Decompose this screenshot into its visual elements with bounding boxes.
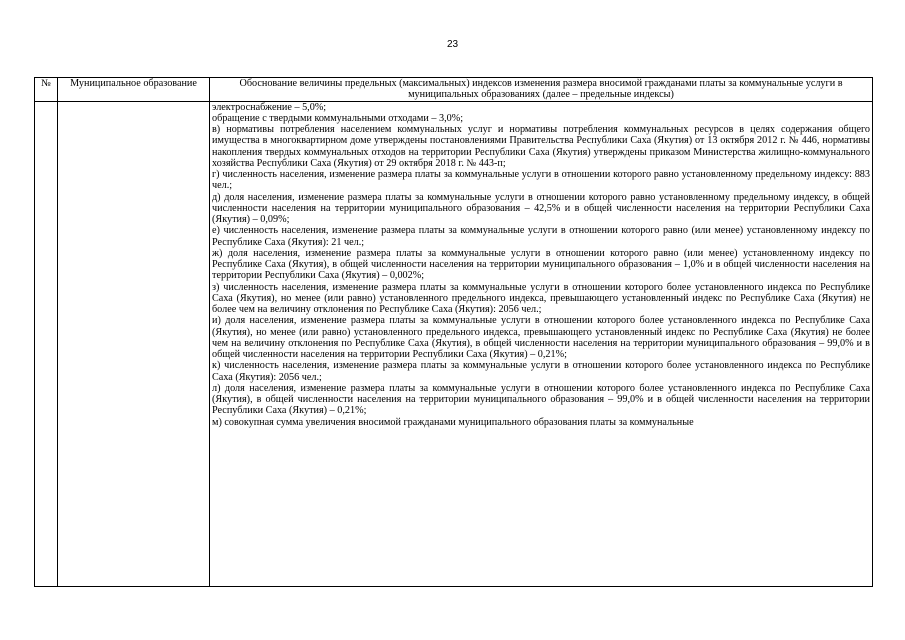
page-number: 23 bbox=[446, 39, 459, 50]
header-municipality: Муниципальное образование bbox=[58, 78, 210, 102]
justification-table bbox=[34, 77, 873, 587]
paragraph: к) численность населения, изменение размера платы за коммунальные услуги в отношении которого более установленного индекса по Республике Саха (Якутия): 2056 чел.; bbox=[212, 360, 870, 383]
row-justification-cell bbox=[210, 101, 873, 586]
header-number: № bbox=[35, 78, 58, 102]
paragraph: обращение с твердыми коммунальными отходами – 3,0%; bbox=[212, 112, 464, 124]
paragraph: в) нормативы потребления населением коммунальных услуг и нормативы потребления коммунальных ресурсов в целях содержания общего имущества в многоквартирном доме утверждены постановлениями Правительства Республики Саха (Якутия) от 13 октября 2012 г. № 446, нормативы накопления твердых коммунальных отходов на территории Республики Саха (Якутия) утверждены приказом Министерства жилищно-коммунального хозяйства Республики Саха (Якутия) от 29 октября 2018 г. № 443-п; bbox=[212, 124, 870, 169]
paragraph: л) доля населения, изменение размера платы за коммунальные услуги в отношении которого более установленного индекса по Республике Саха (Якутия), в общей численности населения на территории муниципального образования – 99,0% и в общей численности населения на территории Республики Саха (Якутия) – 0,21%; bbox=[212, 382, 870, 417]
paragraph: е) численность населения, изменение размера платы за коммунальные услуги в отношении которого равно (или менее) установленному индексу по Республике Саха (Якутия): 21 чел.; bbox=[212, 225, 870, 248]
paragraph: г) численность населения, изменение размера платы за коммунальные услуги в отношении которого равно установленному предельному индексу: 883 чел.; bbox=[212, 169, 870, 192]
row-municipality-cell bbox=[58, 101, 210, 586]
paragraph: з) численность населения, изменение размера платы за коммунальные услуги в отношении которого более установленного индекса по Республике Саха (Якутия), но менее (или равно) установленного предельного индекса, превышающего установленный индекс по Республике Саха (Якутия) не более чем на величину отклонения по Республике Саха (Якутия): 2056 чел.; bbox=[212, 281, 870, 315]
table-header-row bbox=[35, 78, 873, 102]
paragraph: ж) доля населения, изменение размера платы за коммунальные услуги в отношении которого равно (или менее) установленному индексу по Республике Саха (Якутия), в общей численности населения на территории муниципального образования – 1,0% и в общей численности населения на территории Республики Саха (Якутия) – 0,002%; bbox=[212, 247, 870, 282]
paragraph: и) доля населения, изменение размера платы за коммунальные услуги в отношении которого более установленного индекса по Республике Саха (Якутия), но менее (или равно) установленного предельного индекса, превышающего установленный индекс по Республике Саха (Якутия) не более чем на величину отклонения по Республике Саха (Якутия), в общей численности населения на территории муниципального образования – 99,0% и в общей численности населения на территории Республики Саха (Якутия) – 0,21%; bbox=[212, 315, 870, 360]
paragraph: электроснабжение – 5,0%; bbox=[212, 101, 327, 113]
paragraph: м) совокупная сумма увеличения вносимой гражданами муниципального образования платы за коммунальные bbox=[212, 416, 694, 428]
table-row bbox=[35, 101, 873, 586]
header-justification: Обоснование величины предельных (максимальных) индексов изменения размера вносимой гражданами платы за коммунальные услуги в муниципальных образованиях (далее – предельные индексы) bbox=[210, 78, 873, 102]
paragraph: д) доля населения, изменение размера платы за коммунальные услуги в отношении которого равно установленному предельному индексу, в общей численности населения на территории муниципального образования – 42,5% и в общей численности населения на территории Республики Саха (Якутия) – 0,09%; bbox=[212, 191, 870, 225]
row-number-cell bbox=[35, 101, 58, 586]
